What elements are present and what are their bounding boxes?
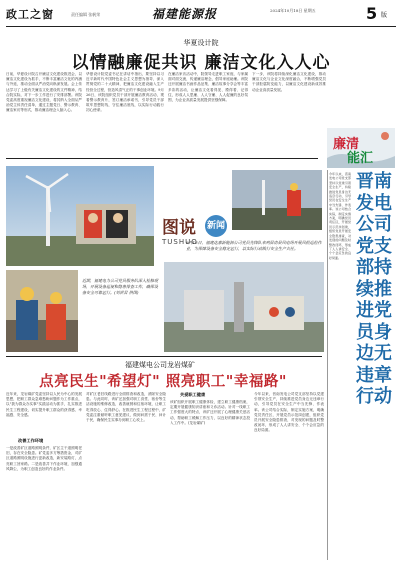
top-headline: 以情融廉促共识 廉洁文化入人心: [71, 53, 331, 73]
page-header: [6, 4, 396, 26]
logo-line2: 能汇: [347, 151, 374, 166]
top-body-col3: 在廉洁家访活动中，院领导走进职工家庭，与家属面对面交流，传递廉洁理念，倡导家庭助廉。该院还开展廉洁书画作品征集、廉洁故事分享会等丰富多彩的活动，让廉洁文化看得见、摸得着、记得住，形成人人思廉、人人守廉、人人促廉的良好氛围，为企业高质量发展提供坚强保障。: [168, 72, 248, 103]
top-body-col1: 日前，华夏设计院召开廉洁文化建设推进会，以廉洁文化建设为抓手，不断丰富廉洁文化的内涵与外延，推动全面从严治党向纵深发展。会上传达学习了上级有关廉洁文化建设的文件精神，结合院实际，对下一步工作进行了安排部署。该院党委高度重视廉洁文化建设，将其纳入全面从严治党主体责任清单，通过主题党日、警示教育、廉洁家访等形式，推动廉洁理念入脑入心。: [6, 72, 82, 113]
section-rule-top: [6, 158, 318, 159]
bottom-body-col3: 该矿组织开展职工健康体检，建立职工健康档案，定期开展健康知识讲座和义诊活动。针对一线职工工作强度大的特点，该矿还开展了心理健康关爱活动，帮助职工缓解工作压力，以良好的精神状态投入工作中。(龙岩煤矿): [170, 400, 250, 425]
bottom-kicker: 福建煤电公司龙岩煤矿: [125, 361, 195, 369]
photo-news-circle: 新闻: [205, 215, 227, 237]
page-number: 5: [366, 4, 378, 23]
lianjie-logo: [327, 128, 395, 168]
bottom-subheading-1: 改善工作环境: [18, 438, 44, 443]
bottom-body-col1: 近年来，龙岩煤矿党委坚持以人民为中心的发展思想，把职工群众急难愁盼问题作为工作重点，以"我为群众办实事"实践活动为抓手，扎实推进民生工程建设，切实提升职工群众的获得感、幸福感、安全感。: [6, 392, 82, 417]
photo-workers-art: [6, 270, 78, 352]
column-name: 政工之窗: [6, 8, 54, 21]
editor-line: 责任编辑 张帆荣: [71, 12, 101, 17]
logo-line1: 廉清: [333, 137, 360, 152]
top-kicker: 华夏设计院: [183, 39, 219, 47]
photo-wind-turbine-art: [6, 166, 154, 266]
top-body-col4: 下一步，该院将持续深化廉洁文化建设，推动廉洁文化与企业文化深度融合，不断增强党员干部拒腐防变能力，以廉洁文化建设新成效推动企业高质量发展。: [252, 72, 326, 92]
photo-power-plant: [164, 262, 324, 352]
header-rule: [6, 26, 396, 27]
photo-caption-right: 9月13日，福建达嘉新能源公司党员先锋队来到屏南县风电场开展风机巡检作业，为保障设备安全稳定运行，以实际行动践行安全生产责任。: [186, 240, 322, 251]
photo-wind-turbine: [6, 166, 154, 266]
bottom-body-col1b: 一是改善矿区道路照明条件，矿区主干道照明老旧，存在安全隐患。矿党委多方筹措资金，对矿区道路照明设施进行更新改造，新安装路灯，点亮职工回家路。二是改善井下作业环境，加强通风降尘，为职工创造良好的作业条件。: [6, 446, 82, 471]
masthead: 福建能源报: [152, 7, 218, 21]
photo-inspection-art: [232, 170, 322, 230]
bottom-body-col4: 今年以来，晋南发电公司党支部坚持以党建引领安全生产，持续推进党员身边无违章行动，引导党员在安全生产中当先锋、作表率。该公司结合实际，制定实施方案，明确党员责任区，开展党员示范岗创建，组织党员开展安全隐患排查，对发现的问题及时整改闭环，形成了人人讲安全、个个会应急的良好局面。: [254, 392, 324, 433]
right-body: 今年以来，晋南发电公司党支部坚持以党建引领安全生产，持续推进党员身边无违章行动，引导党员在安全生产中当先锋、作表率。该公司结合实际，制定实施方案，明确党员责任区，开展党员示范岗创建，组织党员开展安全隐患排查，对发现的问题及时整改闭环，形成了人人讲安全、个个会应急的良好局面。: [329, 172, 351, 260]
bottom-subheading-2: 关爱职工健康: [180, 392, 206, 397]
photo-workers: [6, 270, 78, 352]
photo-caption-left: 近期，福建电力公司党员服务队深入检修现场，开展设备巡视和隐患排查工作，确保设备安全可靠运行。(刘洪君 供图): [82, 278, 158, 295]
photo-news-label-cn: 图说: [162, 218, 196, 238]
date-line: 2024年10月18日 星期五: [270, 8, 316, 13]
right-vertical-title: 晋南发电公司党支部持续推进党员身边无违章行动: [356, 171, 392, 407]
photo-inspection: [232, 170, 322, 230]
right-column-divider: [327, 170, 328, 560]
section-rule-bottom: [6, 356, 322, 357]
page-label: 版: [381, 12, 388, 19]
bottom-body-col2: 对矿区老旧线路进行全面排查和改造，消除安全隐患。与此同时，该矿还加强对职工食堂、宿舍等生活设施的维修改造，改善就餐和住宿环境，让职工吃得放心、住得舒心。在推进民生工程过程中，矿党委注重倾听职工意见建议，做到问需于民、问计于民，确保民生实事办到职工心坎上。: [86, 392, 166, 423]
right-vertical-banner: [352, 171, 396, 406]
top-body-col2: 华夏设计院党委书记在讲话中指出，要坚持以习近平新时代中国特色社会主义思想为指导，深入贯彻党的二十大精神，把廉洁文化建设融入生产经营全过程，营造风清气正的干事创业环境。9月26日，该院组织党员干部开展廉洁教育活动，观看警示教育片，签订廉洁承诺书，引导党员干部筑牢思想防线，守住廉洁底线，以实际行动践行初心使命。: [86, 72, 164, 113]
photo-news-label-en: TUSHUO: [162, 238, 198, 246]
bottom-headline: 点亮民生"希望灯" 照亮职工"幸福路": [39, 373, 287, 390]
photo-power-plant-art: [164, 262, 324, 352]
